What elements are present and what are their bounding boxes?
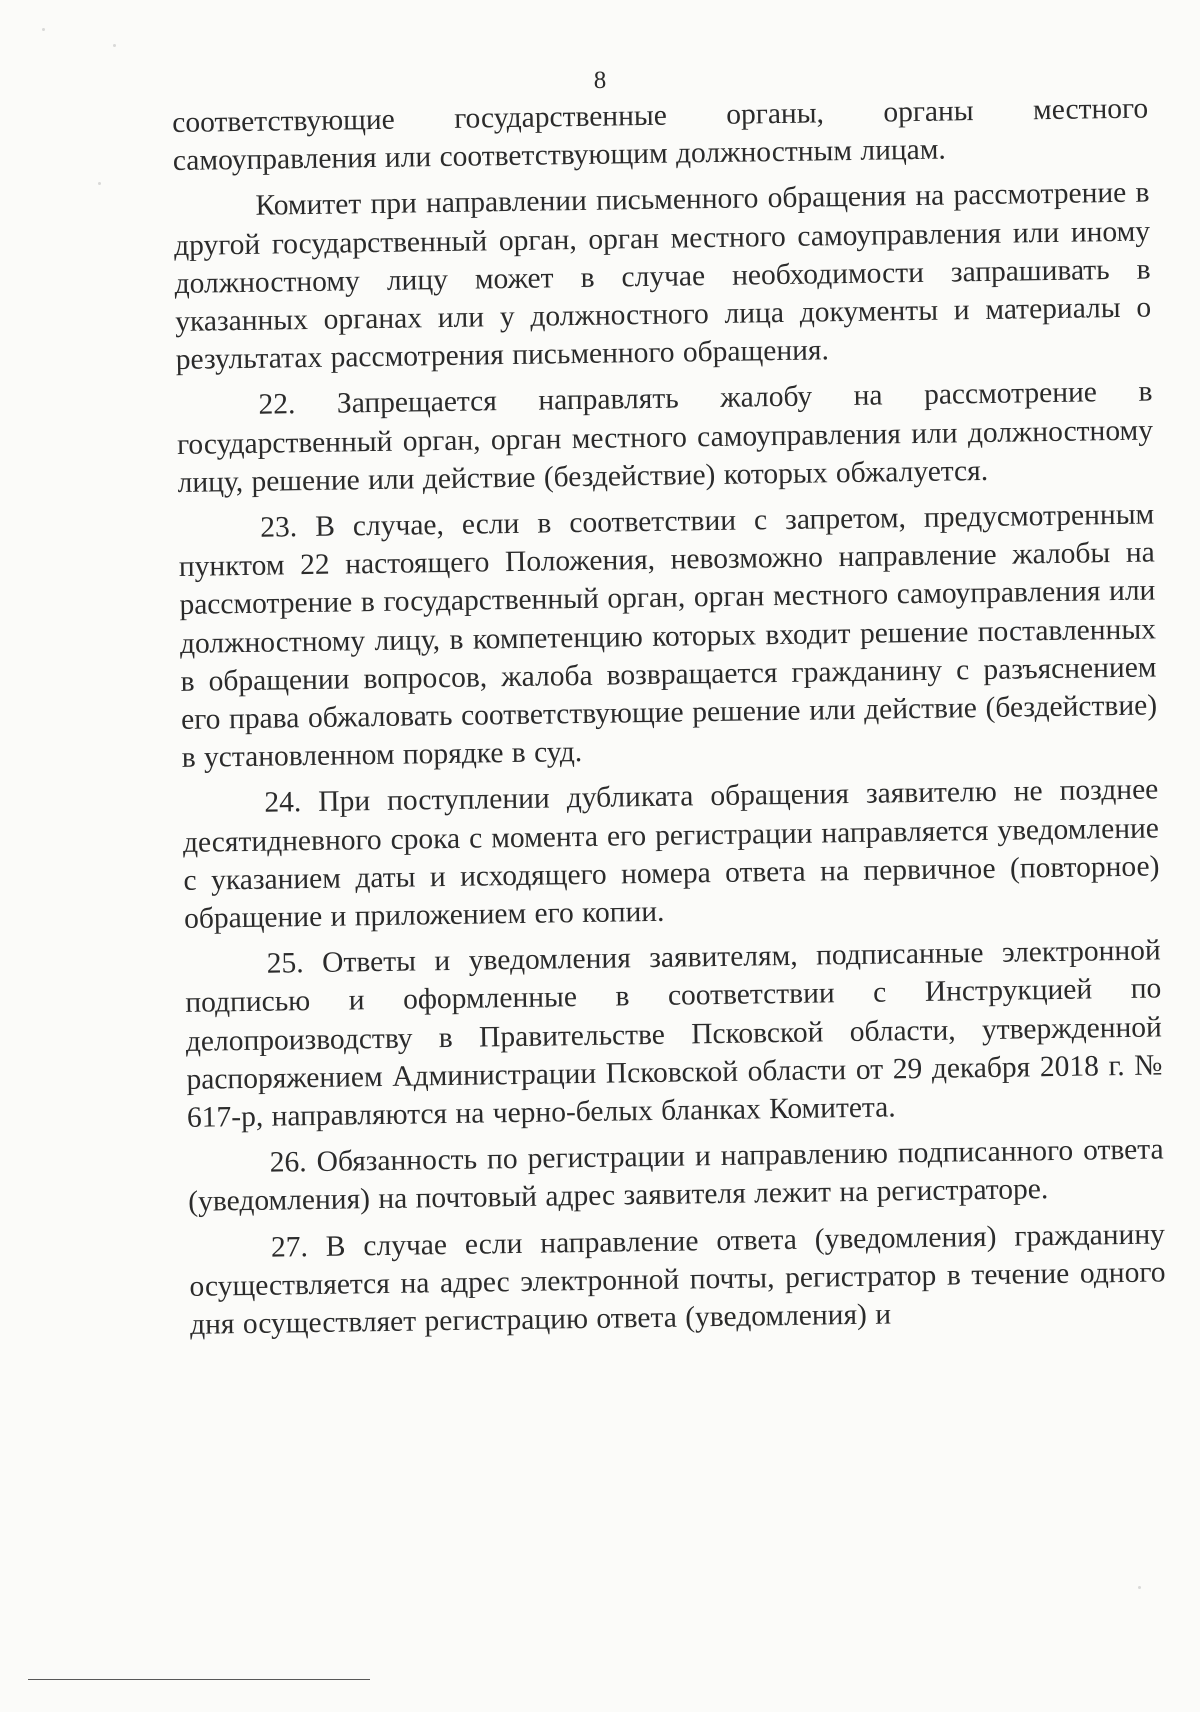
page-number: 8 (593, 67, 607, 94)
paragraph-26: 26. Обязанность по регистрации и направлению подписанного ответа (уведомления) на почтовый адрес заявителя лежит на регистраторе. (188, 1133, 1164, 1219)
paragraph-27: 27. В случае если направление ответа (уведомления) гражданину осуществляется на адрес электронной почты, регистратор в течение одного дня осуществляет регистрацию ответа (уведомления) и (189, 1218, 1166, 1341)
paragraph-continuation: соответствующие государственные органы, органы местного самоуправления или соответствующим должностным лицам. (172, 92, 1149, 178)
scan-speck (1138, 1586, 1141, 1589)
scan-speck (98, 182, 101, 185)
footnote-divider (28, 1679, 370, 1680)
scan-speck (113, 44, 116, 47)
document-body (172, 90, 1166, 1353)
paragraph-25: 25. Ответы и уведомления заявителям, подписанные электронной подписью и оформленные в соответствии с Инструкцией по делопроизводству в Правительстве Псковской области, утвержденной распоряжением Администрации Псковской области от 29 декабря 2018 г. № 617-р, направляются на черно-белых бланках Комитета. (185, 934, 1163, 1134)
paragraph-committee-request: Комитет при направлении письменного обращения на рассмотрение в другой государственный орган, орган местного самоуправления или иному должностному лицу может в случае необходимости запрашивать в указанных органах или у должностного лица документы и материалы о результатах рассмотрения письменного обращения. (173, 176, 1152, 377)
paragraph-24: 24. При поступлении дубликата обращения заявителю не позднее десятидневного срока с момента его регистрации направляется уведомление с указанием даты и исходящего номера ответа на первичное (повторное) обращение и приложением его копии. (182, 773, 1160, 935)
paragraph-22: 22. Запрещается направлять жалобу на рассмотрение в государственный орган, орган местного самоуправления или должностному лицу, решение или действие (бездействие) которых обжалуется. (176, 375, 1154, 499)
scan-speck (42, 28, 45, 31)
paragraph-23: 23. В случае, если в соответствии с запретом, предусмотренным пунктом 22 настоящего Положения, невозможно направление жалобы на рассмотрение в государственный орган, орган местного самоуправления или должностному лицу, в компетенцию которых входит решение поставленных в обращении вопросов, жалоба возвращается гражданину с разъяснением его права обжаловать соответствующие решение или действие (бездействие) в установленном порядке в суд. (178, 498, 1158, 775)
